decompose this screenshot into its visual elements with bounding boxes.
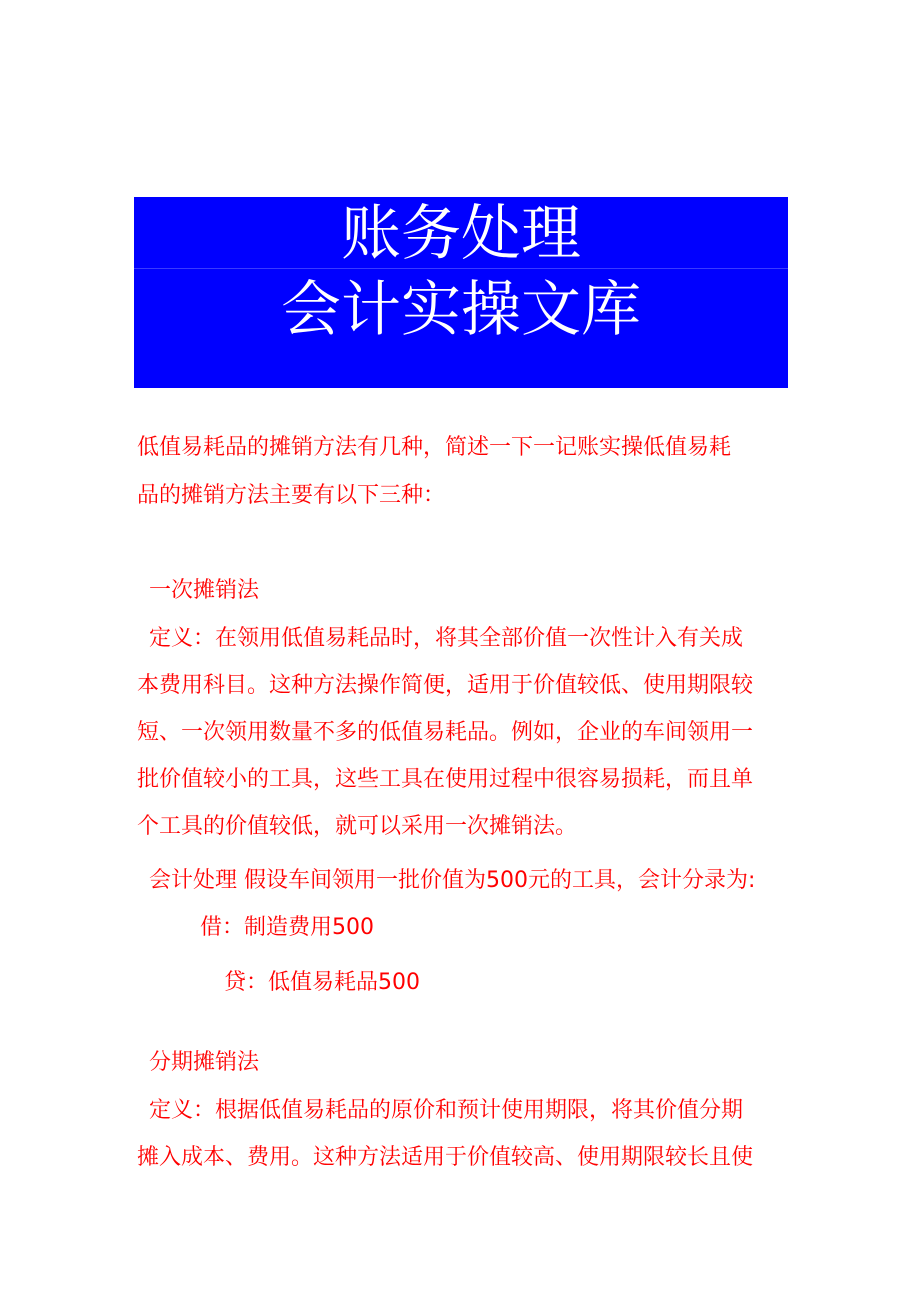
intro-line-1: 低值易耗品的摊销方法有几种，简述一下一记账实操低值易耗 [137,435,732,460]
section2-definition-line: 摊入成本、费用。这种方法适用于价值较高、使用期限较长且使 [137,1145,754,1170]
title-banner [134,197,788,388]
debit-entry: 借：制造费用500 [200,915,374,940]
section2-heading: 分期摊销法 [149,1050,260,1075]
section1-definition-line: 本费用科目。这种方法操作简便，适用于价值较低、使用期限较 [137,673,754,698]
banner-title-line1: 账务处理 [341,199,581,269]
section1-heading: 一次摊销法 [149,578,260,603]
section1-accounting-line: 会计处理 假设车间领用一批价值为500元的工具，会计分录为: [149,868,756,893]
intro-line-2: 品的摊销方法主要有以下三种： [137,483,446,508]
section1-definition-line: 定义：在领用低值易耗品时，将其全部价值一次性计入有关成 [149,626,744,651]
credit-entry: 贷：低值易耗品500 [224,970,420,995]
section2-definition-line: 定义：根据低值易耗品的原价和预计使用期限，将其价值分期 [149,1098,744,1123]
section1-definition-line: 批价值较小的工具，这些工具在使用过程中很容易损耗，而且单 [137,767,754,792]
banner-title-line2: 会计实操文库 [281,275,641,345]
section1-definition-line: 短、一次领用数量不多的低值易耗品。例如，企业的车间领用一 [137,720,754,745]
section1-definition-line: 个工具的价值较低，就可以采用一次摊销法。 [137,814,578,839]
